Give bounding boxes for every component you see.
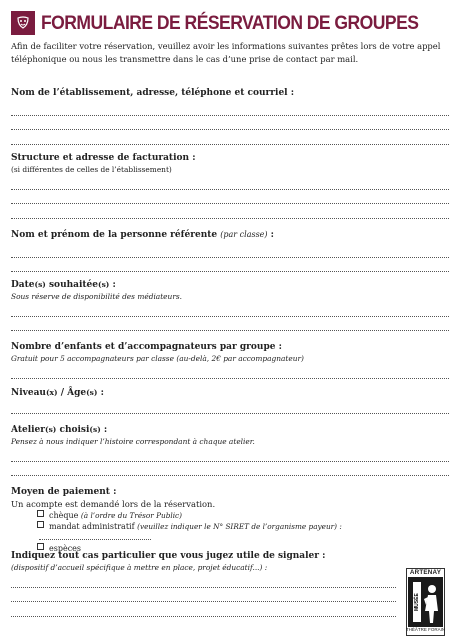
- section-label: Nom et prénom de la personne référente (par classe) :: [11, 230, 275, 240]
- section-atelier: [11, 424, 449, 476]
- section-facturation: [11, 152, 449, 219]
- fill-line[interactable]: [11, 573, 396, 588]
- logo-image: [408, 577, 443, 627]
- fill-line[interactable]: [11, 462, 449, 477]
- section-label: Niveau(x) / Âge(s) :: [11, 388, 104, 398]
- section-label: Date(s) souhaitée(s) :: [11, 280, 116, 290]
- section-note: Pensez à nous indiquer l’histoire correspondant à chaque atelier.: [11, 437, 255, 446]
- section-note: Sous réserve de disponibilité des médiateurs.: [11, 292, 182, 301]
- intro-text: Afin de faciliter votre réservation, veuillez avoir les informations suivantes prêtes lors de votre appel téléphonique ou nous les transmettre dans le cas d’une prise de contact par mail.: [11, 41, 441, 64]
- section-referente: [11, 229, 449, 272]
- section-enfants: [11, 341, 449, 379]
- page-header: [11, 11, 457, 35]
- fill-line[interactable]: [11, 116, 449, 131]
- payment-text: Un acompte est demandé lors de la réservation.: [11, 499, 216, 509]
- section-note: Gratuit pour 5 accompagnateurs par classe (au-delà, 2€ par accompagnateur): [11, 354, 304, 363]
- option-cheque[interactable]: chèque (à l’ordre du Trésor Public): [11, 510, 449, 521]
- fill-line[interactable]: [11, 130, 449, 145]
- siret-fill-line[interactable]: [39, 533, 151, 540]
- fill-line[interactable]: [11, 588, 396, 603]
- fill-line[interactable]: [11, 204, 449, 219]
- fill-line[interactable]: [11, 258, 449, 273]
- checkbox[interactable]: [37, 521, 44, 528]
- figure-icon: [408, 577, 443, 627]
- option-especes[interactable]: espèces: [11, 543, 449, 554]
- fill-line[interactable]: [11, 602, 396, 617]
- section-label: Structure et adresse de facturation :: [11, 153, 196, 163]
- section-paiement: [11, 486, 449, 554]
- fill-line[interactable]: [11, 175, 449, 190]
- section-etablissement: [11, 87, 449, 145]
- museum-logo: [406, 568, 445, 636]
- fill-line[interactable]: [11, 399, 449, 414]
- fill-line[interactable]: [11, 317, 449, 332]
- theatre-mask-icon: [11, 11, 35, 35]
- fill-line[interactable]: [11, 243, 449, 258]
- checkbox[interactable]: [37, 510, 44, 517]
- section-note: (dispositif d’accueil spécifique à mettre en place, projet éducatif...) :: [11, 563, 268, 572]
- fill-line[interactable]: [11, 190, 449, 205]
- section-label: Moyen de paiement :: [11, 487, 117, 497]
- fill-line[interactable]: [11, 302, 449, 317]
- fill-line[interactable]: [11, 364, 449, 379]
- section-dates: [11, 279, 449, 331]
- logo-top-text: ARTENAY: [409, 569, 442, 576]
- section-niveau: [11, 387, 449, 414]
- section-label: Atelier(s) choisi(s) :: [11, 425, 108, 435]
- logo-bottom-text: THÉÂTRE FORAIN: [405, 627, 446, 632]
- section-label: Nombre d’enfants et d’accompagnateurs par groupe :: [11, 342, 282, 352]
- section-note: (si différentes de celles de l’établissement): [11, 165, 172, 174]
- fill-line[interactable]: [11, 447, 449, 462]
- section-particulier: [11, 550, 396, 617]
- page-title: FORMULAIRE DE RÉSERVATION DE GROUPES: [41, 11, 419, 34]
- section-label: Indiquez tout cas particulier que vous jugez utile de signaler :: [11, 551, 326, 561]
- logo-vertical-text: MUSÉE: [413, 582, 421, 622]
- section-label: Nom de l’établissement, adresse, téléphone et courriel :: [11, 88, 295, 98]
- option-mandat[interactable]: mandat administratif (veuillez indiquer le N° SIRET de l’organisme payeur) :: [11, 521, 449, 543]
- checkbox[interactable]: [37, 543, 44, 550]
- fill-line[interactable]: [11, 101, 449, 116]
